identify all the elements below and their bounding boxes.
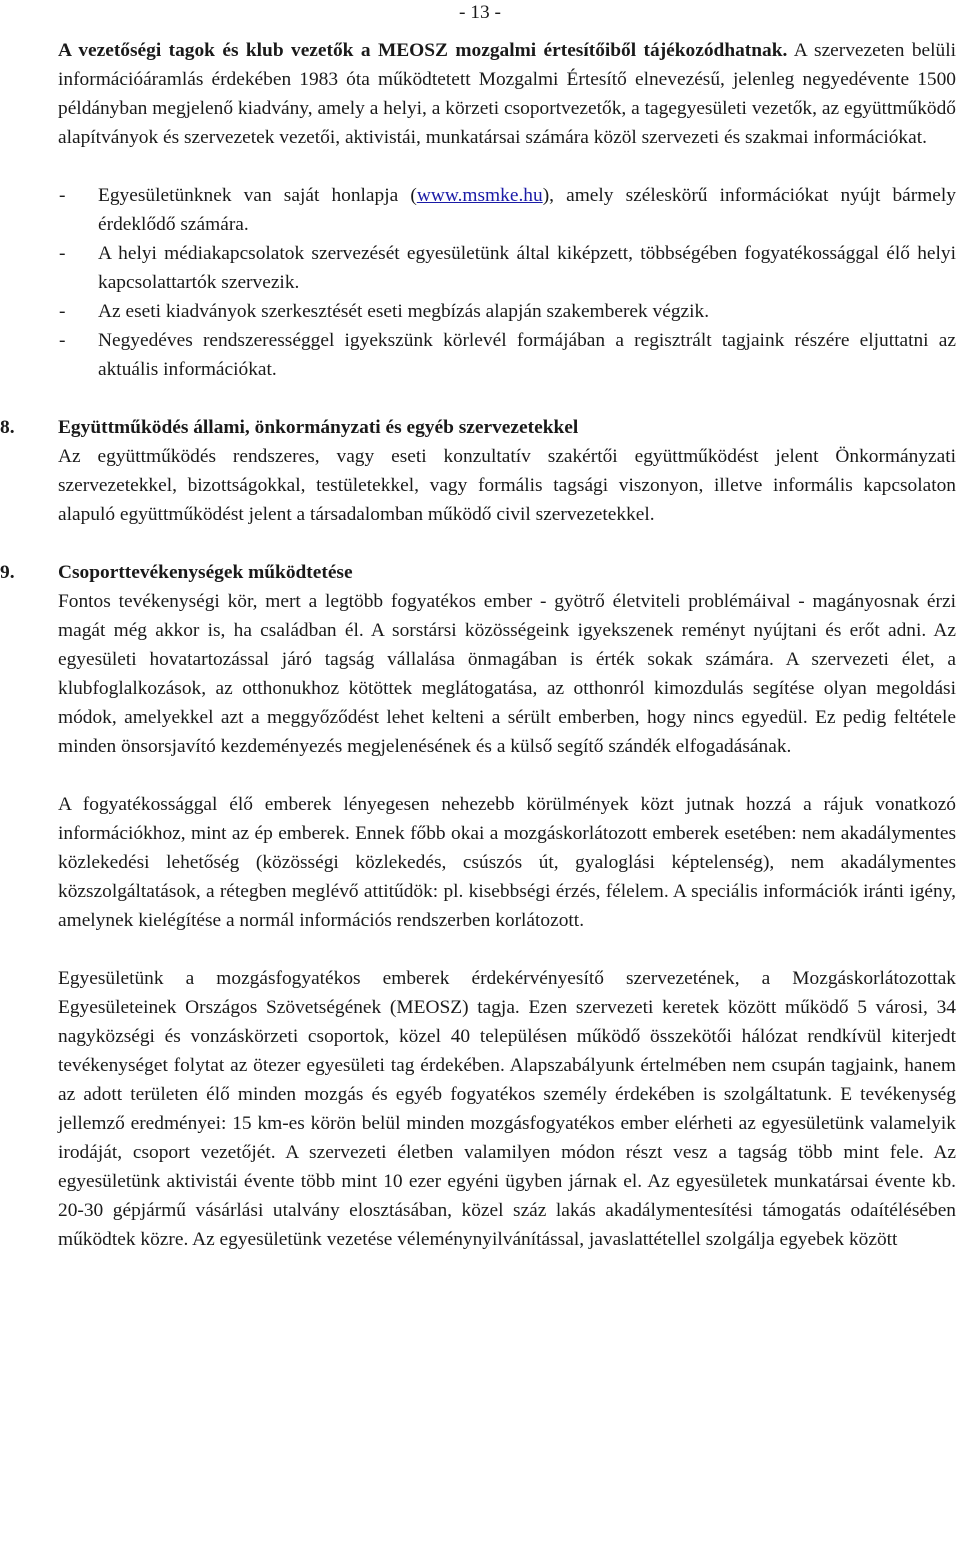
dash-bullet: - bbox=[59, 330, 66, 351]
spacer bbox=[58, 761, 956, 790]
intro-lead: A vezetőségi tagok és klub vezetők a MEOSZ mozgalmi értesítőiből tájékozódhatnak. bbox=[58, 40, 788, 61]
list-item-text: Negyedéves rendszerességgel igyekszünk körlevél formájában a regisztrált tagjaink részére eljuttatni az aktuális információkat. bbox=[98, 330, 956, 380]
list-item bbox=[58, 326, 956, 384]
list-item-text: Az eseti kiadványok szerkesztését eseti megbízás alapján szakemberek végzik. bbox=[98, 301, 710, 322]
list-item bbox=[58, 239, 956, 297]
section-8-title: Együttműködés állami, önkormányzati és egyéb szervezetekkel bbox=[58, 417, 579, 438]
spacer bbox=[58, 152, 956, 181]
website-link[interactable]: www.msmke.hu bbox=[416, 185, 543, 206]
section-9-number: 9. bbox=[0, 562, 15, 583]
page-number: - 13 - bbox=[458, 2, 501, 23]
intro-text: A szervezeten belüli információáramlás érdekében 1983 óta működtetett Mozgalmi Értesítő elnevezésű, jelenleg negyedévente 1500 példányban megjelenő kiadvány, amely a helyi, a körzeti csoportvezetők, a tagegyesületi vezetők, az együttműködő alapítványok és szervezetek vezetői, aktivistái, munkatársai számára közöl szervezeti és szakmai információkat. bbox=[58, 40, 956, 148]
dash-bullet: - bbox=[59, 185, 66, 206]
section-8-number: 8. bbox=[0, 417, 15, 438]
section-9-heading bbox=[0, 558, 956, 587]
spacer bbox=[58, 384, 956, 413]
section-8-heading bbox=[0, 413, 956, 442]
intro-paragraph bbox=[58, 36, 956, 152]
spacer bbox=[58, 529, 956, 558]
list-item-text: A helyi médiakapcsolatok szervezését egyesületünk által kiképzett, többségében fogyatékossággal élő helyi kapcsolattartók szervezik. bbox=[98, 243, 956, 293]
list-item bbox=[58, 181, 956, 239]
section-9-paragraph-1: Fontos tevékenységi kör, mert a legtöbb fogyatékos ember - gyötrő életviteli problémáival - magányosnak érzi magát még akkor is, ha családban él. A sorstársi közösségeink igyekszenek reményt nyújtani és erőt adni. Az egyesületi hovatartozással járó tagság vállalása önmagában is érték sokak számára. A szervezeti élet, a klubfoglalkozások, az otthonukhoz kötöttek meglátogatása, az otthonról kimozdulás segítése olyan megoldási módok, amelyekkel azt a meggyőződést lehet kelteni a sérült emberben, hogy nincs egyedül. Ez pedig feltétele minden önsorsjavító kezdeményezés megjelenésének és a külső segítő szándék elfogadásának. bbox=[58, 591, 956, 757]
section-9-paragraph-2: A fogyatékossággal élő emberek lényegesen nehezebb körülmények közt jutnak hozzá a rájuk vonatkozó információkhoz, mint az ép emberek. Ennek főbb okai a mozgáskorlátozott emberek esetében: nem akadálymentes közlekedési lehetőség (közösségi közlekedés, csúszós út, gyaloglási képtelenség), nem akadálymentes közszolgáltatások, a rétegben meglévő attitűdök: pl. kisebbségi érzés, félelem. A speciális információk iránti igény, amelynek kielégítése a normál információs rendszerben korlátozott. bbox=[58, 794, 956, 931]
section-8-text: Az együttműködés rendszeres, vagy eseti konzultatív szakértői együttműködést jelent Önkormányzati szervezetekkel, bizottságokkal, testületekkel, vagy formális tagsági viszonyon, illetve informális kapcsolaton alapuló együttműködést jelent a társadalomban működő civil szervezetekkel. bbox=[58, 446, 956, 525]
spacer bbox=[58, 935, 956, 964]
dash-bullet: - bbox=[59, 301, 66, 322]
list-item-text: Egyesületünknek van saját honlapja ( bbox=[98, 185, 417, 206]
list-item bbox=[58, 297, 956, 326]
info-list bbox=[58, 181, 956, 384]
dash-bullet: - bbox=[59, 243, 66, 264]
section-9-paragraph-3: Egyesületünk a mozgásfogyatékos emberek érdekérvényesítő szervezetének, a Mozgáskorlátozottak Egyesületeinek Országos Szövetségének (MEOSZ) tagja. Ezen szervezeti keretek között működő 5 városi, 34 nagyközségi és vonzáskörzeti csoportok, közel 40 településen működő összekötői hálózat rendkívül kiterjedt tevékenységet folytat az ötezer egyesületi tag érdekében. Alapszabályunk értelmében nem csupán tagjaink, hanem az adott területen élő minden mozgás és egyéb fogyatékos személy érdekében is szolgáltatunk. E tevékenység jellemző eredményei: 15 km-es körön belül minden mozgásfogyatékos ember elérheti az egyesületünk valamelyik irodáját, csoport vezetőjét. A szervezeti életben valamilyen módon részt vesz a tagság több mint fele. Az egyesületünk aktivistái évente több mint 10 ezer egyéni ügyben járnak el. Az egyesületek munkatársai évente kb. 20-30 gépjármű vásárlási utalvány elosztásában, közel száz lakás akadálymentesítési támogatás odaítélésében működtek közre. Az egyesületünk vezetése véleménynyilvánítással, javaslattétellel szolgálja egyebek között bbox=[58, 968, 956, 1250]
section-9-title: Csoporttevékenységek működtetése bbox=[58, 562, 353, 583]
list-item-text: ), amely széleskörű információkat nyújt bármely érdeklődő számára. bbox=[98, 185, 956, 235]
